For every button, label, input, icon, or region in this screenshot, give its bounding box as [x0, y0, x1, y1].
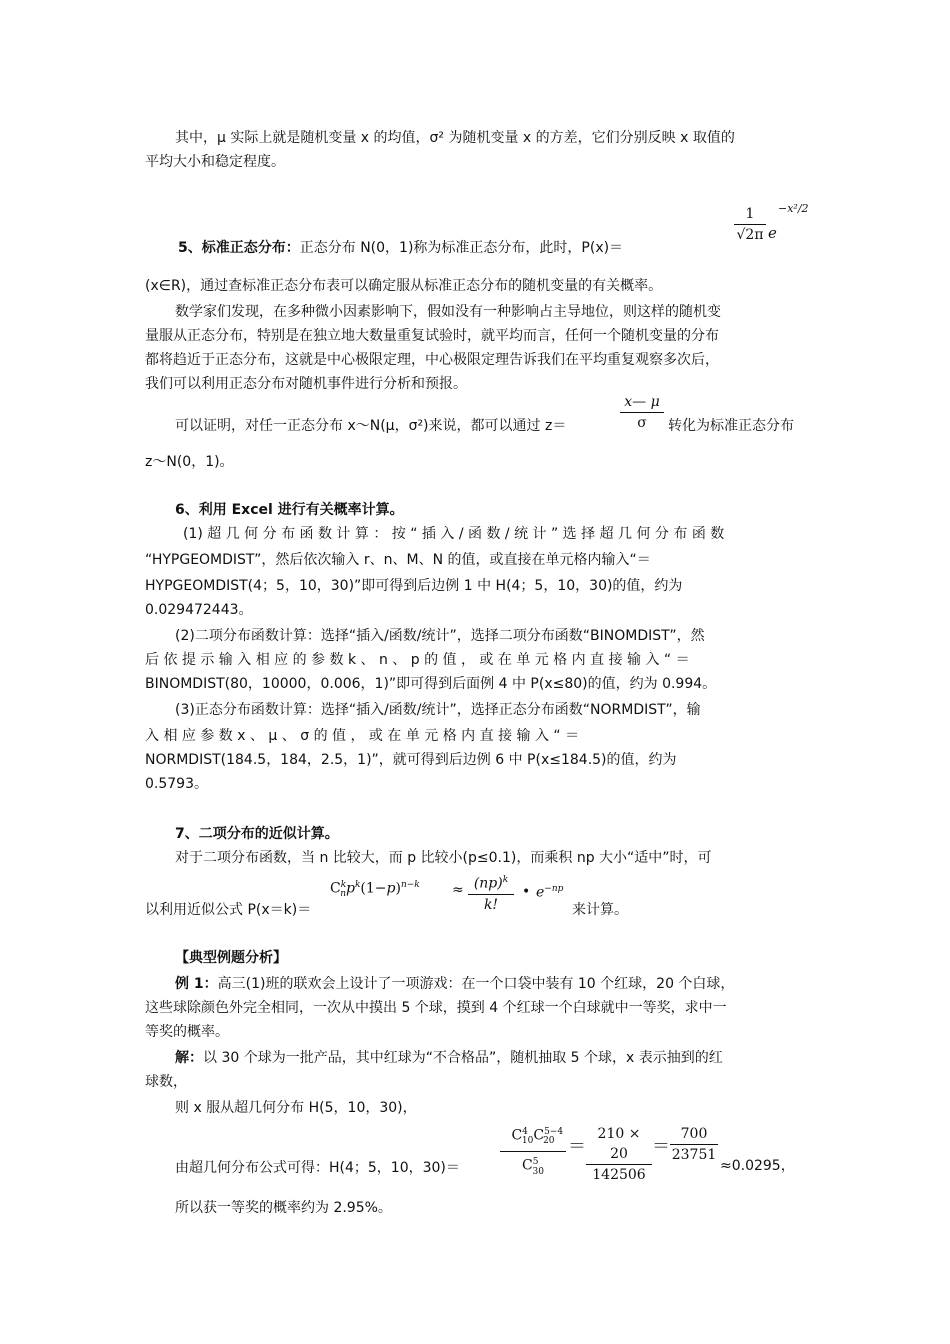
examples-heading: 【典型例题分析】 — [175, 950, 287, 966]
para-mean-variance-line2: 平均大小和稳定程度。 — [145, 154, 285, 170]
normdist-line1: (3)正态分布函数计算：选择“插入/函数/统计”，选择正态分布函数“NORMDIST”，输 — [175, 702, 701, 718]
example-1-line3: 等奖的概率。 — [145, 1024, 229, 1040]
result-fraction — [670, 1124, 718, 1165]
binom-c: C — [330, 880, 341, 897]
normdist-line4: 0.5793。 — [145, 776, 208, 792]
section-6-heading: 6、利用 Excel 进行有关概率计算。 — [175, 502, 404, 518]
std-normal-fraction-den: √2π — [736, 227, 764, 243]
example-1-label: 例 1： — [175, 976, 218, 992]
exp-term: $e^{-np}$ — [536, 884, 564, 901]
hypgeom-line1: (1) 超 几 何 分 布 函 数 计 算 ： 按 “ 插 入 / 函 数 / 统 计 ” 选 择 超 几 何 分 布 函 数 — [183, 526, 725, 542]
solution-line2: 球数， — [145, 1074, 187, 1090]
std-normal-exp-base: e — [768, 224, 777, 242]
equals-2: ＝ — [652, 1136, 670, 1157]
z-fraction — [620, 392, 664, 433]
clt-line3: 都将趋近于正态分布，这就是中心极限定理，中心极限定理告诉我们在平均重复观察多次后， — [145, 352, 719, 368]
para-mean-variance-line1: 其中，μ 实际上就是随机变量 x 的均值，σ² 为随机变量 x 的方差，它们分别反映 x 取值的 — [175, 130, 735, 146]
solution-line4: 由超几何分布公式可得：H(4；5，10，30)＝ — [175, 1160, 460, 1176]
binom-term: $C^k_np^k(1-p)^{n-k}$ — [330, 880, 420, 900]
binom-line1: (2)二项分布函数计算：选择“插入/函数/统计”，选择二项分布函数“BINOMDIST”，然 — [175, 628, 705, 644]
hypgeom-line3: HYPGEOMDIST(4；5，10，30)”即可得到后边例 1 中 H(4；5，10，30)的值，约为 — [145, 578, 683, 594]
equals-1: ＝ — [568, 1136, 586, 1157]
example-1-text: 高三(1)班的联欢会上设计了一项游戏：在一个口袋中装有 10 个红球，20 个白球， — [217, 976, 735, 992]
binom-approx-line2a: 以利用近似公式 P(x＝k)＝ — [145, 902, 312, 918]
section-5-heading: 5、标准正态分布： — [178, 240, 300, 256]
binom-line3: BINOMDIST(80，10000，0.006，1)”即可得到后面例 4 中 P(x≤80)的值，约为 0.994。 — [145, 676, 717, 692]
standardize-line-c: z～N(0，1)。 — [145, 454, 234, 470]
z-fraction-den: σ — [637, 415, 647, 431]
z-fraction-num: x— μ — [620, 392, 664, 413]
hypgeom-line4: 0.029472443。 — [145, 602, 253, 618]
product-fraction — [586, 1124, 652, 1185]
section-5-line2: (x∈R)，通过查标准正态分布表可以确定服从标准正态分布的随机变量的有关概率。 — [145, 278, 663, 294]
solution-conclusion: 所以获一等奖的概率约为 2.95%。 — [175, 1200, 392, 1216]
product-fraction-num: 210 × 20 — [586, 1124, 652, 1165]
times-dot: • — [522, 884, 531, 900]
solution-text: 以 30 个球为一批产品，其中红球为“不合格品”，随机抽取 5 个球，x 表示抽到的红 — [203, 1050, 723, 1066]
std-normal-exponent: −x²/2 — [778, 202, 809, 215]
approx-result: ≈0.0295， — [720, 1158, 795, 1174]
binom-approx-line2b: 来计算。 — [572, 902, 628, 918]
combination-den-c: C — [522, 1158, 533, 1175]
result-fraction-num: 700 — [670, 1124, 718, 1145]
product-fraction-den: 142506 — [592, 1167, 646, 1183]
solution-label: 解： — [175, 1050, 203, 1066]
poisson-fraction-den: k! — [483, 896, 499, 913]
hypgeom-line2: “HYPGEOMDIST”，然后依次输入 r、n、M、N 的值，或直接在单元格内输入“＝ — [145, 552, 651, 568]
example-1-line1 — [175, 972, 807, 996]
clt-line2: 量服从正态分布，特别是在独立地大数量重复试验时，就平均而言，任何一个随机变量的分布 — [145, 328, 719, 344]
std-normal-fraction-num: 1 — [734, 204, 766, 225]
standardize-line-b: 转化为标准正态分布 — [668, 418, 794, 434]
std-normal-fraction — [734, 204, 766, 245]
binom-line2: 后 依 提 示 输 入 相 应 的 参 数 k 、 n 、 p 的 值 ， 或 在 单 元 格 内 直 接 输 入 “ ＝ — [145, 652, 690, 668]
poisson-approx-formula — [330, 872, 570, 918]
poisson-fraction: $\frac{(np)^k}{k!}$ — [468, 870, 514, 915]
standardize-line-a: 可以证明，对任一正态分布 x～N(μ，σ²)来说，都可以通过 z＝ — [175, 418, 567, 434]
combination-fraction: $\frac{C^4_{10}C^{5-4}_{20}}{C^5_{30}}$ — [500, 1122, 566, 1182]
clt-line4: 我们可以利用正态分布对随机事件进行分析和预报。 — [145, 376, 467, 392]
solution-line1 — [175, 1046, 807, 1070]
normdist-line2: 入 相 应 参 数 x 、 μ 、 σ 的 值 ， 或 在 单 元 格 内 直 接 输 入 “ ＝ — [145, 728, 580, 744]
poisson-fraction-num: (np) — [473, 875, 503, 892]
hypgeom-calc-formula — [500, 1122, 820, 1183]
clt-line1: 数学家们发现，在多种微小因素影响下，假如没有一种影响占主导地位，则这样的随机变 — [175, 304, 721, 320]
approx-sign: ≈ — [452, 882, 464, 898]
binom-approx-line1: 对于二项分布函数，当 n 比较大，而 p 比较小(p≤0.1)，而乘积 np 大小“适中”时，可 — [175, 850, 712, 866]
solution-line3: 则 x 服从超几何分布 H(5，10，30)， — [175, 1100, 417, 1116]
example-1-line2: 这些球除颜色外完全相同，一次从中摸出 5 个球，摸到 4 个红球一个白球就中一等奖，求中一 — [145, 1000, 727, 1016]
section-5-line — [178, 236, 738, 260]
section-5-text: 正态分布 N(0，1)称为标准正态分布，此时，P(x)＝ — [299, 240, 624, 256]
section-7-heading: 7、二项分布的近似计算。 — [175, 826, 339, 842]
result-fraction-den: 23751 — [671, 1147, 717, 1163]
normdist-line3: NORMDIST(184.5，184，2.5，1)”，就可得到后边例 6 中 P(x≤184.5)的值，约为 — [145, 752, 677, 768]
